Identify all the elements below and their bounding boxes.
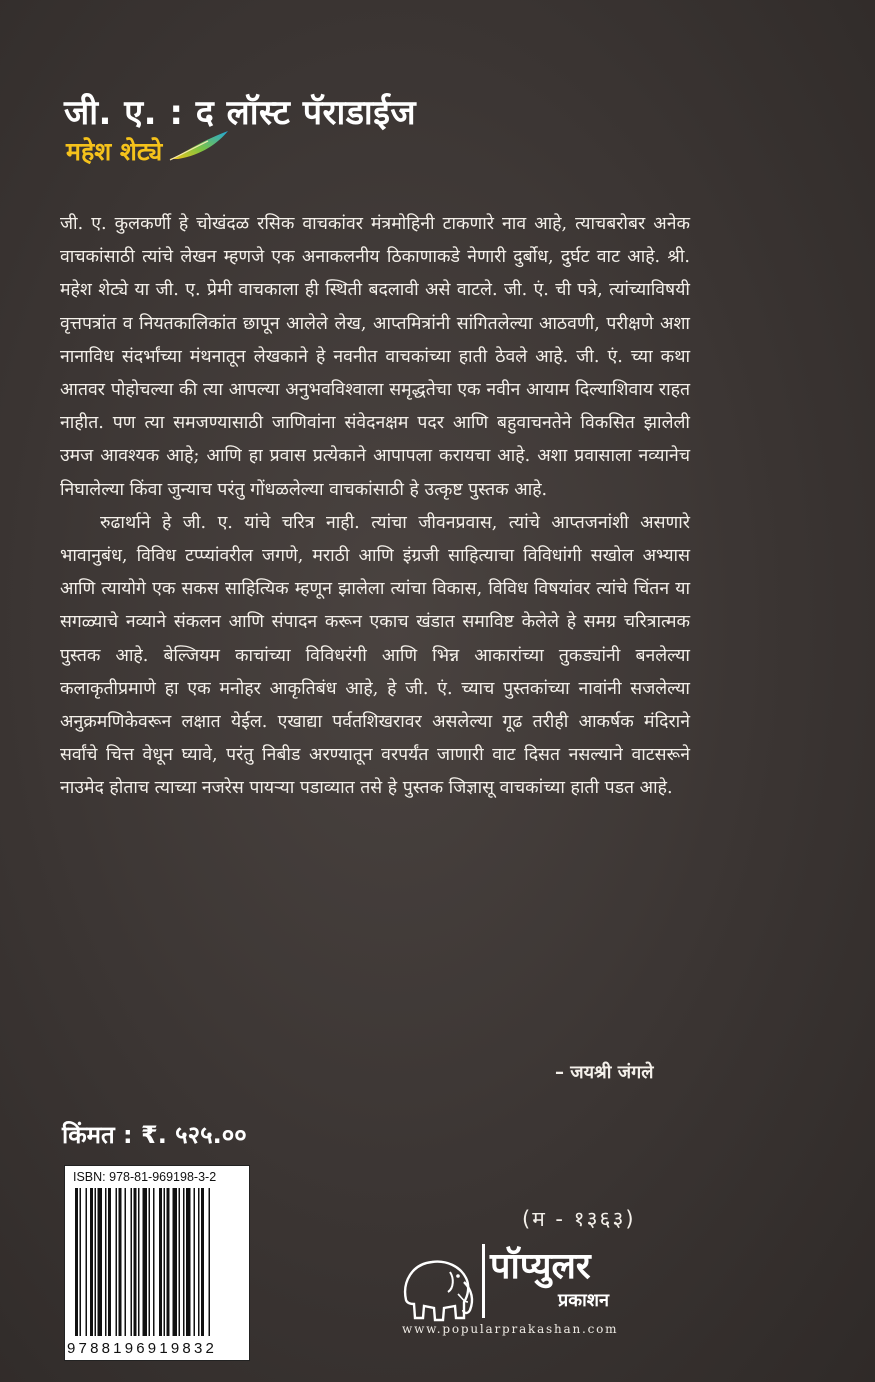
blurb-signature: – जयश्री जंगले — [555, 1062, 654, 1083]
isbn-label: ISBN: 978-81-969198-3-2 — [73, 1170, 217, 1184]
author-row — [66, 134, 230, 168]
book-code: (म - १३६३) — [522, 1207, 636, 1231]
barcode-bars — [69, 1188, 247, 1340]
publisher-website: www.popularprakashan.com — [402, 1322, 619, 1336]
publisher-name: पॉप्युलर — [490, 1246, 591, 1287]
blurb — [60, 208, 690, 806]
barcode-number: 9788196919832 — [67, 1340, 218, 1357]
blurb-paragraph-2: रुढार्थाने हे जी. ए. यांचे चरित्र नाही. त्यांचा जीवनप्रवास, त्यांचे आप्तजनांशी असणारे भावानुबंध, विविध टप्प्यांवरील जगणे, मराठी आणि इंग्रजी साहित्याचा विविधांगी सखोल अभ्यास आणि त्यायोगे एक सकस साहित्यिक म्हणून झालेला त्यांचा विकास, विविध विषयांवर त्यांचे चिंतन या सगळ्याचे नव्याने संकलन आणि संपादन करून एकाच खंडात समाविष्ट केलेले हे समग्र चरित्रात्मक पुस्तक आहे. बेल्जियम काचांच्या विविधरंगी आणि भिन्न आकारांच्या तुकड्यांनी बनलेल्या कलाकृतीप्रमाणे हा एक मनोहर आकृतिबंध आहे, हे जी. एं. च्याच पुस्तकांच्या नावांनी सजलेल्या अनुक्रमणिकेवरून लक्षात येईल. एखाद्या पर्वतशिखरावर असलेल्या गूढ तरीही आकर्षक मंदिराने सर्वांचे चित्त वेधून घ्यावे, परंतु निबीड अरण्यातून वरपर्यंत जाणारी वाट दिसत नसल्याने वाटसरूने नाउमेद होताच त्याच्या नजरेस पायऱ्या पडाव्यात तसे हे पुस्तक जिज्ञासू वाचकांच्या हाती पडत आहे. — [60, 512, 690, 799]
publisher-logo — [398, 1238, 698, 1330]
publisher-subtitle: प्रकाशन — [558, 1290, 609, 1311]
author-name: महेश शेट्ये — [66, 137, 163, 166]
price: किंमत : ₹. ५२५.०० — [62, 1121, 247, 1149]
logo-divider — [482, 1244, 485, 1318]
blurb-paragraph-1: जी. ए. कुलकर्णी हे चोखंदळ रसिक वाचकांवर मंत्रमोहिनी टाकणारे नाव आहे, त्याचबरोबर अनेक वाचकांसाठी त्यांचे लेखन म्हणजे एक अनाकलनीय ठिकाणाकडे नेणारी दुर्बोध, दुर्घट वाट आहे. श्री. महेश शेट्ये या जी. ए. प्रेमी वाचकाला ही स्थिती बदलावी असे वाटले. जी. एं. ची पत्रे, त्यांच्याविषयी वृत्तपत्रांत व नियतकालिकांत छापून आलेले लेख, आप्तमित्रांनी सांगितलेल्या आठवणी, परीक्षणे अशा नानाविध संदर्भांच्या मंथनातून लेखकाने हे नवनीत वाचकांच्या हाती ठेवले आहे. जी. एं. च्या कथा आतवर पोहोचल्या की त्या आपल्या अनुभवविश्वाला समृद्धतेचा एक नवीन आयाम दिल्याशिवाय राहत नाहीत. पण त्या समजण्यासाठी जाणिवांना संवेदनक्षम पदर आणि बहुवाचनतेने विकसित झालेली उमज आवश्यक आहे; आणि हा प्रवास प्रत्येकाने आपापला करायचा आहे. अशा प्रवासाला नव्यानेच निघालेल्या किंवा जुन्याच परंतु गोंधळलेल्या वाचकांसाठी हे उत्कृष्ट पुस्तक आहे. — [60, 214, 690, 500]
elephant-logo-icon — [398, 1242, 478, 1330]
feather-icon — [168, 129, 230, 167]
book-title: जी. ए. : द लॉस्ट पॅराडाईज — [64, 93, 417, 133]
isbn-barcode — [64, 1165, 250, 1361]
